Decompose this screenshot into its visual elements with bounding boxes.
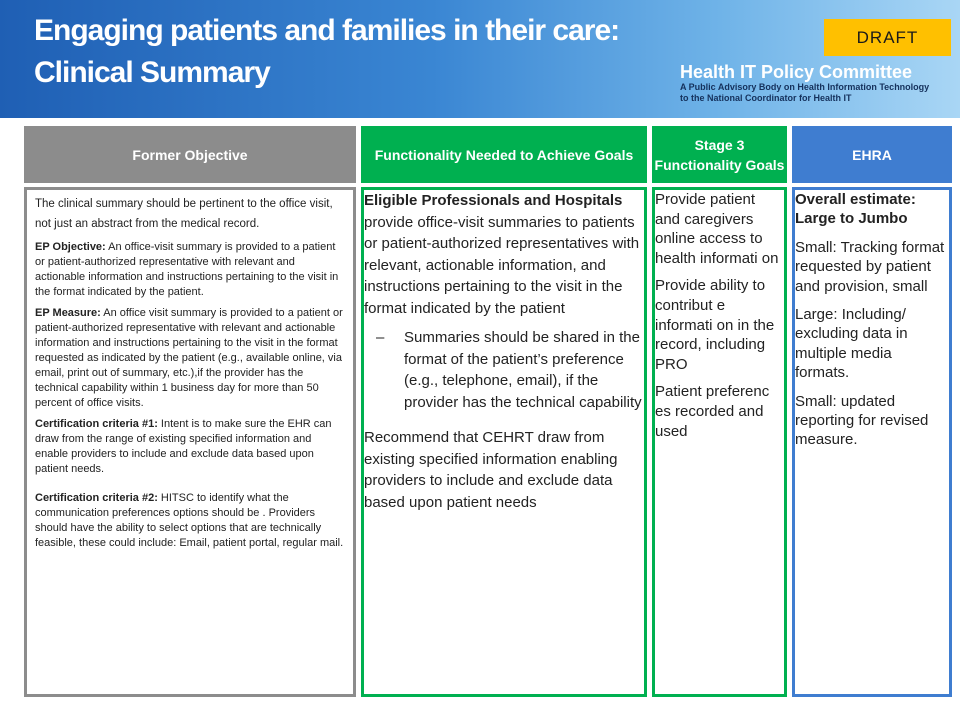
logo-name: Health IT Policy Committee [680,62,913,82]
stage3-heading-label: Stage 3 Functionality Goals [654,136,785,173]
cert1-text: Intent is to make sure the EHR can draw from the range of existing specified information and enable providers to include and exclude data based upon patient needs. [35,418,332,475]
ep-measure-label: EP Measure: [35,307,101,319]
logo-tagline-1: A Public Advisory Body on Health Information Technology [680,82,930,92]
ehra-item: • Small: updated reporting for revised measure. [795,392,949,450]
ep-measure [35,306,345,411]
functionality-heading-label: Functionality Needed to Achieve Goals [374,146,634,163]
ehra-heading-label: EHRA [852,146,892,163]
ep-objective-text: An office-visit summary is provided to a patient or patient-authorized representative with relevant and actionable information and instructions pertaining to the visit in the format indicated by the patient. [35,241,339,298]
ehra-heading [792,126,952,183]
functionality-heading [361,126,647,183]
title-line-1: Engaging patients and families in their care: [34,14,620,47]
logo-tagline-2: to the National Coordinator for Health IT [680,93,852,103]
functionality-item-1-text: provide office-visit summaries to patients or patient-authorized representatives with relevant, actionable information, and instructions pertaining to the visit in the format indicated by the patient [364,213,640,317]
functionality-item-2-text: Recommend that CEHRT draw from existing specified information enabling providers to include and exclude data based upon patient needs [364,429,618,511]
ehra-panel [792,187,952,697]
stage3-item: • Provide patient and caregivers online access to health informati on [655,190,784,268]
former-intro: The clinical summary should be pertinent to the office visit, not just an abstract from the medical record. [35,198,333,230]
ep-objective [35,240,345,300]
hitpc-logo [680,62,950,104]
stage3-item: • Provide ability to contribut e informati on in the record, including PRO [655,276,784,374]
title-line-2: Clinical Summary [34,56,270,89]
header-banner [0,0,960,118]
functionality-panel [361,187,647,697]
former-objective-panel [24,187,356,697]
stage3-panel [652,187,787,697]
certification-criteria-1 [35,417,345,477]
functionality-subitem [364,327,644,413]
ep-objective-label: EP Objective: [35,241,106,253]
dash-bullet: – [376,329,385,346]
stage3-item: • Patient preferenc es recorded and used [655,382,784,441]
ehra-item: • Small: Tracking format requested by patient and provision, small [795,238,949,296]
cert2-text: HITSC to identify what the communication preferences options should be . Providers should have the ability to select options that are technically feasible, these could include: Email, patient portal, regular mail. [35,492,344,549]
certification-criteria-2 [35,491,345,551]
ehra-overall-estimate: • Overall estimate: Large to Jumbo [795,190,949,229]
page-title [34,10,619,94]
former-objective-heading [24,126,356,183]
ehra-item: • Large: Including/ excluding data in multiple media formats. [795,305,949,383]
functionality-item-1-bold: Eligible Professionals and Hospitals [364,192,623,209]
cert2-label: Certification criteria #2: [35,492,158,504]
former-objective-heading-label: Former Objective [132,146,248,163]
draft-badge: DRAFT [824,19,951,56]
cert1-label: Certification criteria #1: [35,418,158,430]
stage3-heading [652,126,787,183]
functionality-item [364,427,644,513]
ep-measure-text: An office visit summary is provided to a patient or patient-authorized representative with relevant and actionable information and instructions pertaining to the visit in the format requested as indicated by the patient (e.g., available online, via email, print out of summary, etc.),if the provider has the technical capability within 1 business day for more than 50 percent of office visits. [35,307,343,409]
functionality-subitem-text: Summaries should be shared in the format of the patient’s preference (e.g., telephone, email), if the provider has the technical capability [404,329,642,411]
functionality-item [364,190,644,413]
